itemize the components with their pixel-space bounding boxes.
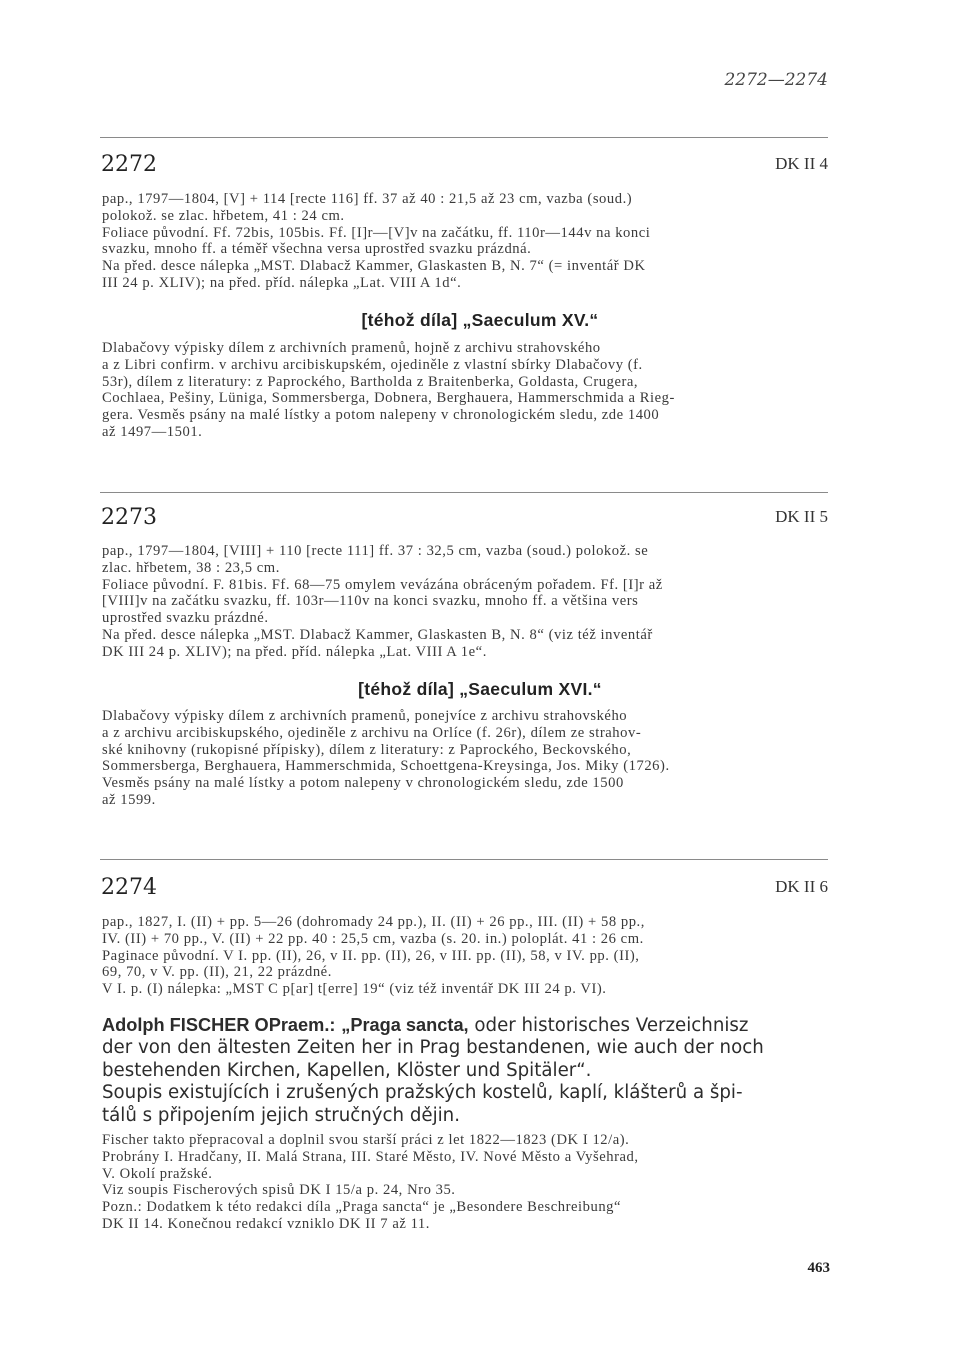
description-line: Foliace původní. Ff. 72bis, 105bis. Ff. [I]r—[V]v na začátku, ff. 110r—144v na konci	[102, 224, 651, 241]
entry-number: 2274	[101, 875, 157, 900]
title-first-line	[102, 1014, 842, 1037]
note-line: DK II 14. Konečnou redakcí vzniklo DK II 7 až 11.	[102, 1215, 430, 1232]
note-line: Viz soupis Fischerových spisů DK I 15/a p. 24, Nro 35.	[102, 1182, 456, 1199]
description-line: pap., 1797—1804, [V] + 114 [recte 116] ff. 37 až 40 : 21,5 až 23 cm, vazba (soud.)	[102, 191, 633, 207]
work-name: „Praga sancta,	[341, 1015, 469, 1035]
note-line: Fischer takto přepracoval a doplnil svou starší práci z let 1822—1823 (DK I 12/a).	[102, 1132, 630, 1148]
description-line: IV. (II) + 70 pp., V. (II) + 22 pp. 40 : 25,5 cm, vazba (s. 20. in.) poloplát. 41 : 26 cm.	[102, 930, 644, 947]
description-line: III 24 p. XLIV); na před. příd. nálepka „Lat. VIII A 1d“.	[102, 274, 462, 291]
notes	[102, 1132, 828, 1233]
page-number: 463	[807, 1260, 830, 1276]
entry-number: 2272	[101, 152, 157, 177]
description-line: Na před. desce nálepka „MST. Dlabacž Kammer, Glaskasten B, N. 7“ (= inventář DK	[102, 258, 646, 275]
content-line: Vesměs psány na malé lístky a potom nalepeny v chronologickém sledu, zde 1500	[102, 775, 624, 792]
entry-signature: DK II 6	[775, 877, 828, 896]
entry-divider	[100, 859, 828, 860]
content-line: a z archivu arcibiskupského, ojediněle z archivu na Orlíce (f. 26r), dílem ze strahov-	[102, 724, 642, 741]
description-line: polokož. se zlac. hřbetem, 41 : 24 cm.	[102, 207, 345, 224]
description-line: zlac. hřbetem, 38 : 23,5 cm.	[102, 559, 280, 576]
content-line: až 1599.	[102, 791, 156, 808]
content-line: Sommersberga, Berghauera, Hammerschmida, Schoettgena-Kreysinga, Jos. Miky (1726).	[102, 758, 670, 775]
description-line: Foliace původní. F. 81bis. Ff. 68—75 omylem vevázána obráceným pořadem. Ff. [I]r až	[102, 576, 663, 593]
content-line: ské knihovny (rukopisné přípisky), dílem z literatury: z Paprockého, Beckovského,	[102, 741, 632, 758]
content-line: gera. Vesměs psány na malé lístky a potom nalepeny v chronologickém sledu, zde 1400	[102, 407, 660, 424]
physical-description	[102, 191, 828, 292]
content-line: až 1497—1501.	[102, 423, 203, 440]
title-line: Soupis existujících i zrušených pražských kostelů, kaplí, klášterů a špi-	[102, 1082, 743, 1104]
note-line: Pozn.: Dodatkem k této redakci díla „Praga sancta“ je „Besondere Beschreibung“	[102, 1199, 622, 1216]
note-line: Probrány I. Hradčany, II. Malá Strana, III. Staré Město, IV. Nové Město a Vyšehrad,	[102, 1148, 639, 1165]
description-line: V I. p. (I) nálepka: „MST C p[ar] t[erre] 19“ (viz též inventář DK III 24 p. VI).	[102, 981, 607, 998]
work-title: [téhož díla] „Saeculum XVI.“	[358, 679, 602, 699]
title-line: der von den ältesten Zeiten her in Prag bestandenen, wie auch der noch	[102, 1037, 764, 1059]
description-line: svazku, mnoho ff. a téměř všechna versa uprostřed svazku prázdná.	[102, 241, 532, 258]
content-line: Dlabačovy výpisky dílem z archivních pramenů, ponejvíce z archivu strahovského	[102, 708, 628, 724]
entry-signature: DK II 5	[775, 507, 828, 526]
work-title: [téhož díla] „Saeculum XV.“	[361, 310, 599, 330]
description-line: 69, 70, v V. pp. (II), 21, 22 prázdné.	[102, 964, 332, 981]
content-line: 53r), dílem z literatury: z Paprockého, Bartholda z Braitenberka, Goldasta, Crugera,	[102, 373, 639, 390]
title-continuation: oder historisches Verzeichnisz	[468, 1015, 749, 1036]
content-description	[102, 340, 828, 441]
entry-divider	[100, 137, 828, 138]
content-line: a z Libri confirm. v archivu arcibiskupském, ojediněle z vlastní sbírky Dlabačovy (f.	[102, 356, 643, 373]
description-line: pap., 1827, I. (II) + pp. 5—26 (dohromady 24 pp.), II. (II) + 26 pp., III. (II) + 58 pp.,	[102, 914, 645, 930]
entry-divider	[100, 492, 828, 493]
description-line: uprostřed svazku prázdné.	[102, 610, 269, 627]
running-head: 2272—2274	[724, 70, 828, 90]
note-line: V. Okolí pražské.	[102, 1165, 213, 1182]
content-description	[102, 708, 828, 809]
description-line: [VIII]v na začátku svazku, ff. 103r—110v na konci svazku, mnoho ff. a většina vers	[102, 593, 639, 610]
work-title-block	[102, 1014, 842, 1127]
content-line: Dlabačovy výpisky dílem z archivních pramenů, hojně z archivu strahovského	[102, 340, 601, 356]
description-line: pap., 1797—1804, [VIII] + 110 [recte 111] ff. 37 : 32,5 cm, vazba (soud.) polokož. se	[102, 543, 649, 559]
physical-description	[102, 543, 828, 661]
description-line: Paginace původní. V I. pp. (II), 26, v II. pp. (II), 26, v III. pp. (II), 58, v IV. pp. (II),	[102, 947, 640, 964]
physical-description	[102, 914, 828, 998]
content-line: Cochlaea, Pešiny, Lüniga, Sommersberga, Dobnera, Berghauera, Hammerschmida a Rieg-	[102, 390, 675, 407]
author-name: Adolph FISCHER OPraem.:	[102, 1015, 336, 1035]
title-line: bestehenden Kirchen, Kapellen, Klöster und Spitäler“.	[102, 1059, 592, 1081]
description-line: DK III 24 p. XLIV); na před. příd. nálepka „Lat. VIII A 1e“.	[102, 643, 487, 660]
title-line: tálů s připojením jejich stručných dějin.	[102, 1104, 460, 1126]
entry-signature: DK II 4	[775, 154, 828, 173]
entry-number: 2273	[101, 505, 157, 530]
description-line: Na před. desce nálepka „MST. Dlabacž Kammer, Glaskasten B, N. 8“ (viz též inventář	[102, 626, 653, 643]
